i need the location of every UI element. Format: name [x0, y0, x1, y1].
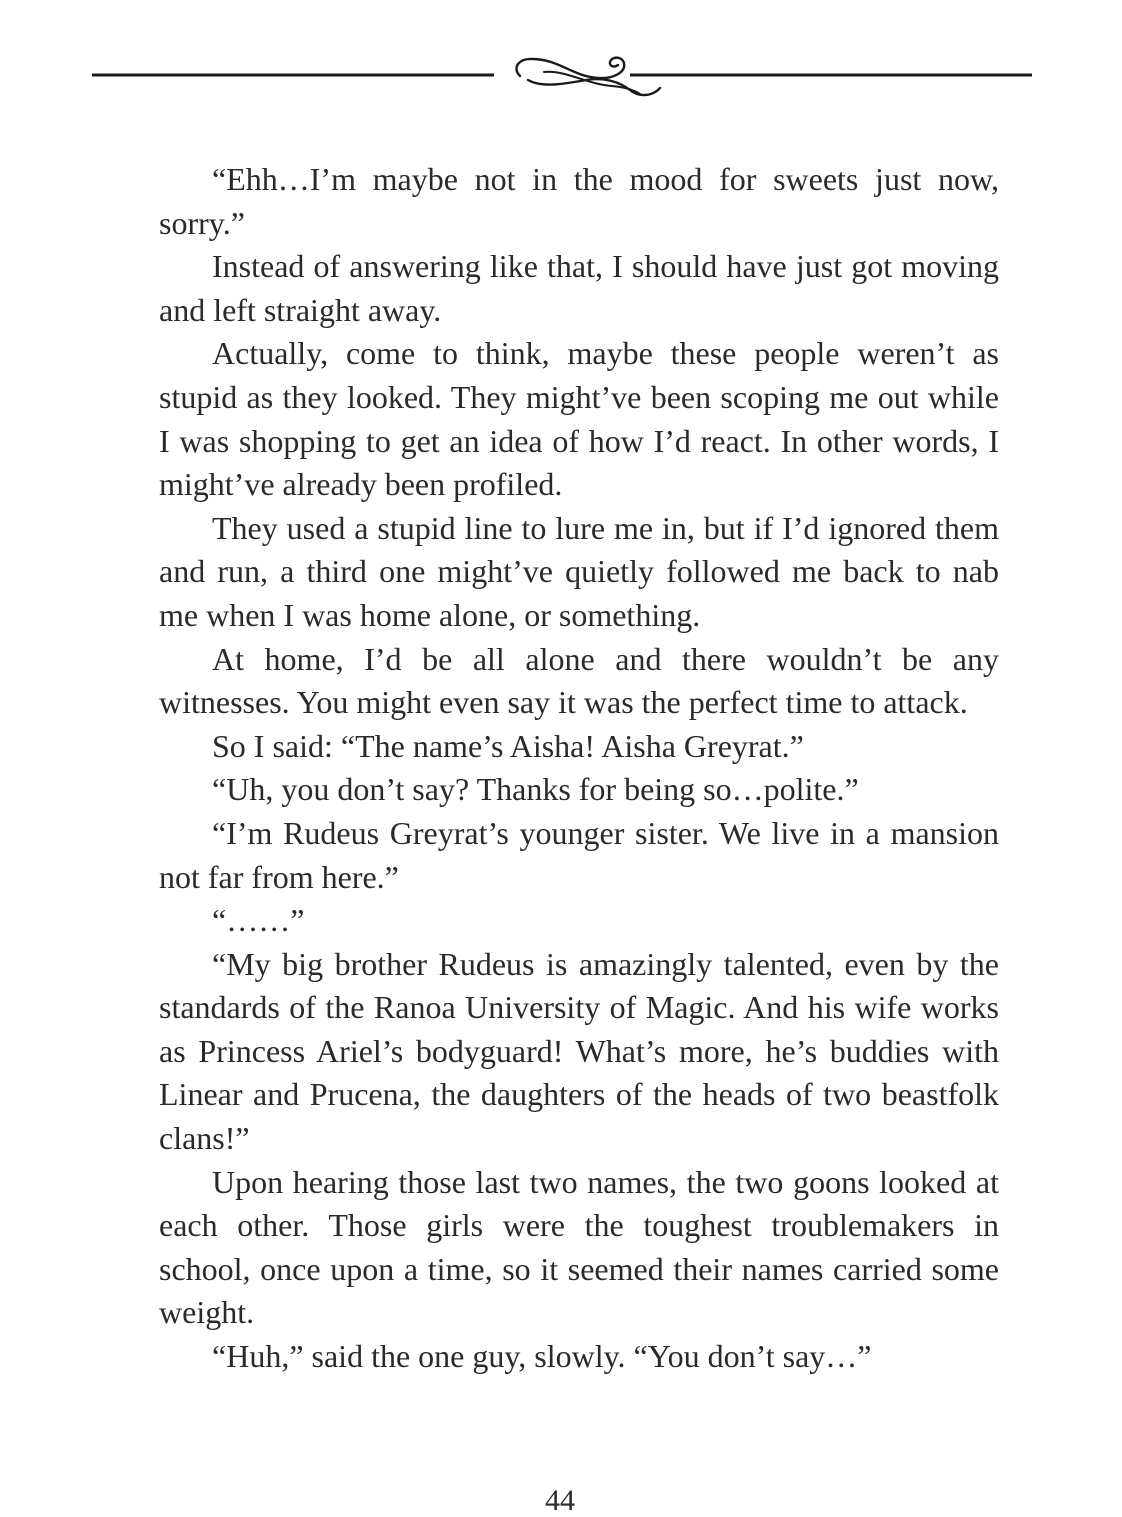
- paragraph: Actually, come to think, maybe these people weren’t as stupid as they looked. They might’ve been scoping me out while I was shopping to get an idea of how I’d react. In other words, I might’ve already been profiled.: [159, 335, 999, 503]
- paragraph: So I said: “The name’s Aisha! Aisha Greyrat.”: [212, 727, 804, 764]
- paragraph: “I’m Rudeus Greyrat’s younger sister. We live in a mansion not far from here.”: [159, 814, 999, 895]
- body-text: [159, 158, 999, 1379]
- paragraph: They used a stupid line to lure me in, but if I’d ignored them and run, a third one might’ve quietly followed me back to nab me when I was home alone, or something.: [159, 509, 999, 633]
- paragraph: “My big brother Rudeus is amazingly talented, even by the standards of the Ranoa University of Magic. And his wife works as Princess Ariel’s bodyguard! What’s more, he’s buddies with Linear and Prucena, the daughters of the heads of two beastfolk clans!”: [159, 945, 999, 1157]
- paragraph: At home, I’d be all alone and there wouldn’t be any witnesses. You might even say it was the perfect time to attack.: [159, 640, 999, 721]
- paragraph: “Huh,” said the one guy, slowly. “You don’t say…”: [212, 1338, 872, 1375]
- page-number: 44: [545, 1484, 575, 1517]
- paragraph: “Uh, you don’t say? Thanks for being so…polite.”: [212, 771, 859, 808]
- header-ornament: [92, 50, 1032, 106]
- paragraph: “……”: [212, 902, 305, 939]
- paragraph: Instead of answering like that, I should have just got moving and left straight away.: [159, 248, 999, 328]
- paragraph: “Ehh…I’m maybe not in the mood for sweets just now, sorry.”: [159, 161, 999, 241]
- paragraph: Upon hearing those last two names, the two goons looked at each other. Those girls were the toughest troublemakers in school, once upon a time, so it seemed their names carried some weight.: [159, 1163, 999, 1331]
